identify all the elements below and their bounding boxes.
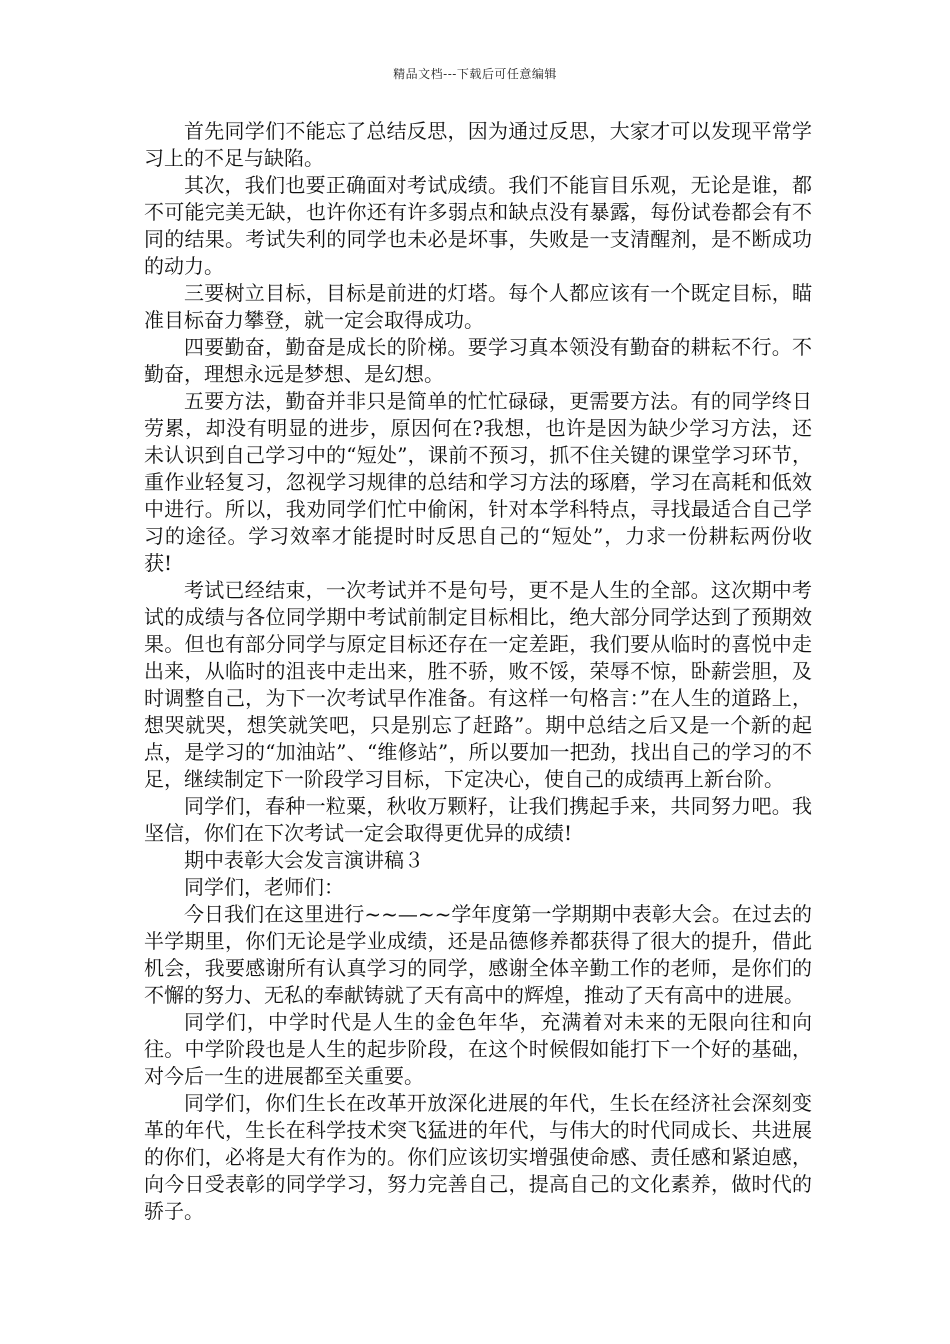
page-header: 精品文档---下载后可任意编辑: [393, 67, 557, 81]
paragraph-diligence: 四要勤奋，勤奋是成长的阶梯。要学习真本领没有勤奋的耕耘不行。不勤奋，理想永远是梦想、是幻想。: [144, 335, 812, 386]
paragraph-methods: 五要方法，勤奋并非只是简单的忙忙碌碌，更需要方法。有的同学终日劳累，却没有明显的进步，原因何在?我想，也许是因为缺少学习方法，还未认识到自己学习中的“短处”，课前不预习，抓不住关键的课堂学习环节，重作业轻复习，忽视学习规律的总结和学习方法的琢磨，学习在高耗和低效中进行。所以，我劝同学们忙中偷闲，针对本学科特点，寻找最适合自己学习的途径。学习效率才能提时时反思自己的“短处”，力求一份耕耘两份收获!: [144, 389, 812, 575]
document-body: [144, 118, 812, 1225]
paragraph-goals: 三要树立目标，目标是前进的灯塔。每个人都应该有一个既定目标，瞄准目标奋力攀登，就一定会取得成功。: [144, 281, 812, 332]
speech-title: 期中表彰大会发言演讲稿３: [184, 848, 424, 872]
paragraph-exam-over: 考试已经结束，一次考试并不是句号，更不是人生的全部。这次期中考试的成绩与各位同学期中考试前制定目标相比，绝大部分同学达到了预期效果。但也有部分同学与原定目标还存在一定差距，我们要从临时的喜悦中走出来，从临时的沮丧中走出来，胜不骄，败不馁，荣辱不惊，卧薪尝胆，及时调整自己，为下一次考试早作准备。有这样一句格言：”在人生的道路上，想哭就哭，想笑就笑吧，只是别忘了赶路”。期中总结之后又是一个新的起点，是学习的“加油站”、“维修站”，所以要加一把劲，找出自己的学习的不足，继续制定下一阶段学习目标，下定决心，使自己的成绩再上新台阶。: [144, 578, 812, 791]
paragraph-golden-years: 同学们，中学时代是人生的金色年华，充满着对未来的无限向往和向往。中学阶段也是人生的起步阶段，在这个时候假如能打下一个好的基础，对今后一生的进展都至关重要。: [144, 1010, 812, 1088]
paragraph-reflection: 首先同学们不能忘了总结反思，因为通过反思，大家才可以发现平常学习上的不足与缺陷。: [144, 119, 812, 170]
paragraph-exam-results: 其次，我们也要正确面对考试成绩。我们不能盲目乐观，无论是谁，都不可能完美无缺，也许你还有许多弱点和缺点没有暴露，每份试卷都会有不同的结果。考试失利的同学也未必是坏事，失败是一支清醒剂，是不断成功的动力。: [144, 173, 812, 278]
paragraph-ceremony: 今日我们在这里进行~~—~~学年度第一学期期中表彰大会。在过去的半学期里，你们无论是学业成绩，还是品德修养都获得了很大的提升，借此机会，我要感谢所有认真学习的同学，感谢全体辛勤工作的老师，是你们的不懈的努力、无私的奉献铸就了天有高中的辉煌，推动了天有高中的进展。: [144, 902, 812, 1007]
paragraph-era: 同学们，你们生长在改革开放深化进展的年代，生长在经济社会深刻变革的年代，生长在科学技术突飞猛进的年代，与伟大的时代同成长、共进展的你们，必将是大有作为的。你们应该切实增强使命感、责任感和紧迫感，向今日受表彰的同学学习，努力完善自己，提高自己的文化素养，做时代的骄子。: [144, 1091, 812, 1223]
paragraph-encouragement: 同学们，春种一粒粟，秋收万颗籽，让我们携起手来，共同努力吧。我坚信，你们在下次考试一定会取得更优异的成绩!: [144, 794, 812, 845]
speech-greeting: 同学们，老师们：: [184, 875, 344, 899]
